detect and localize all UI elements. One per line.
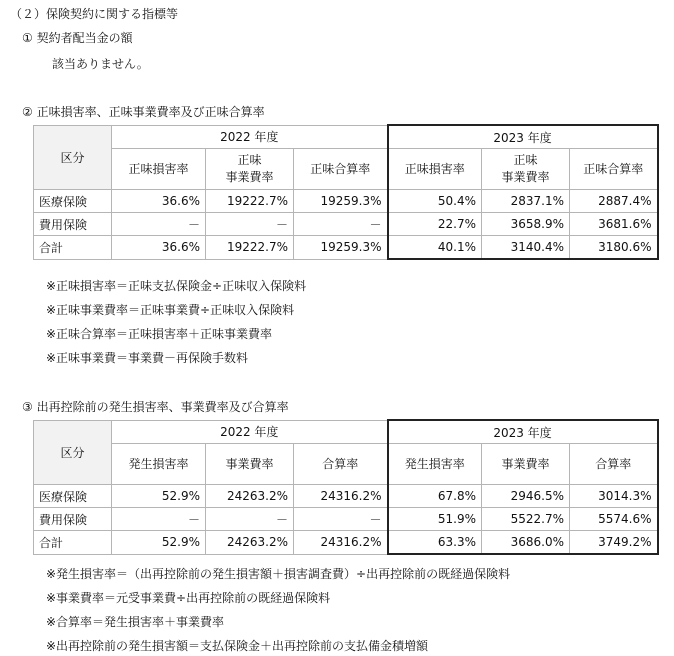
note: ※事業費率＝元受事業費÷出再控除前の既経過保険料	[46, 591, 331, 605]
table-cell: 51.9%	[388, 508, 482, 531]
column-header: 発生損害率	[112, 444, 206, 485]
table-row	[34, 190, 658, 213]
table-row	[34, 213, 658, 236]
section1-body: 該当ありません。	[52, 57, 149, 71]
column-header: 正味損害率	[388, 149, 482, 190]
row-label: 費用保険	[34, 508, 112, 531]
table-cell: 24316.2%	[294, 531, 388, 555]
column-header: 正味 事業費率	[482, 149, 570, 190]
table-cell: 52.9%	[112, 531, 206, 555]
row-label: 合計	[34, 531, 112, 555]
net-ratio-table	[33, 124, 659, 260]
note: ※正味合算率＝正味損害率＋正味事業費率	[46, 327, 273, 341]
column-header: 事業費率	[206, 444, 294, 485]
column-header: 正味合算率	[294, 149, 388, 190]
table-cell: 3658.9%	[482, 213, 570, 236]
table-cell: 22.7%	[388, 213, 482, 236]
row-label: 合計	[34, 236, 112, 260]
table-cell: 19259.3%	[294, 190, 388, 213]
table-cell: －	[112, 508, 206, 531]
gross-ratio-table	[33, 419, 659, 555]
note: ※出再控除前の発生損害額＝支払保険金＋出再控除前の支払備金積増額	[46, 639, 429, 653]
table-cell: 2837.1%	[482, 190, 570, 213]
table-cell: －	[294, 213, 388, 236]
table-cell: 63.3%	[388, 531, 482, 555]
column-header: 正味合算率	[570, 149, 658, 190]
row-label: 費用保険	[34, 213, 112, 236]
section3-title: ③ 出再控除前の発生損害率、事業費率及び合算率	[22, 400, 289, 414]
section1-title: ① 契約者配当金の額	[22, 31, 133, 45]
table-cell: －	[206, 213, 294, 236]
year-header-2023: 2023 年度	[388, 420, 658, 444]
row-label: 医療保険	[34, 190, 112, 213]
table-row	[34, 508, 658, 531]
table-cell: 5522.7%	[482, 508, 570, 531]
table-cell: 36.6%	[112, 236, 206, 260]
table-cell: 24263.2%	[206, 531, 294, 555]
table-row	[34, 531, 658, 555]
table-cell: 5574.6%	[570, 508, 658, 531]
table-cell: 19222.7%	[206, 236, 294, 260]
table-cell: 3686.0%	[482, 531, 570, 555]
note: ※正味事業費＝事業費－再保険手数料	[46, 351, 249, 365]
table-cell: 3014.3%	[570, 485, 658, 508]
table-cell: 2887.4%	[570, 190, 658, 213]
year-header-2023: 2023 年度	[388, 125, 658, 149]
column-header: 合算率	[570, 444, 658, 485]
table-cell: 3681.6%	[570, 213, 658, 236]
note: ※合算率＝発生損害率＋事業費率	[46, 615, 225, 629]
year-header-2022: 2022 年度	[112, 420, 388, 444]
table-cell: 3140.4%	[482, 236, 570, 260]
column-header: 正味 事業費率	[206, 149, 294, 190]
table-cell: －	[294, 508, 388, 531]
section2-title: ② 正味損害率、正味事業費率及び正味合算率	[22, 105, 265, 119]
table-cell: 36.6%	[112, 190, 206, 213]
table-cell: 3180.6%	[570, 236, 658, 260]
note: ※正味損害率＝正味支払保険金÷正味収入保険料	[46, 279, 307, 293]
column-header: 発生損害率	[388, 444, 482, 485]
note: ※正味事業費率＝正味事業費÷正味収入保険料	[46, 303, 295, 317]
category-header: 区分	[34, 125, 112, 190]
column-header: 正味損害率	[112, 149, 206, 190]
table-row	[34, 485, 658, 508]
table-cell: －	[112, 213, 206, 236]
table-cell: 19259.3%	[294, 236, 388, 260]
table-cell: 2946.5%	[482, 485, 570, 508]
table-cell: 19222.7%	[206, 190, 294, 213]
page-heading: （２）保険契約に関する指標等	[10, 7, 179, 21]
table-cell: －	[206, 508, 294, 531]
table-cell: 50.4%	[388, 190, 482, 213]
table-cell: 3749.2%	[570, 531, 658, 555]
table-cell: 67.8%	[388, 485, 482, 508]
table-cell: 40.1%	[388, 236, 482, 260]
column-header: 合算率	[294, 444, 388, 485]
table-cell: 24316.2%	[294, 485, 388, 508]
row-label: 医療保険	[34, 485, 112, 508]
table-row	[34, 236, 658, 260]
table-cell: 24263.2%	[206, 485, 294, 508]
column-header: 事業費率	[482, 444, 570, 485]
category-header: 区分	[34, 420, 112, 485]
year-header-2022: 2022 年度	[112, 125, 388, 149]
note: ※発生損害率＝（出再控除前の発生損害額＋損害調査費）÷出再控除前の既経過保険料	[46, 567, 511, 581]
table-cell: 52.9%	[112, 485, 206, 508]
